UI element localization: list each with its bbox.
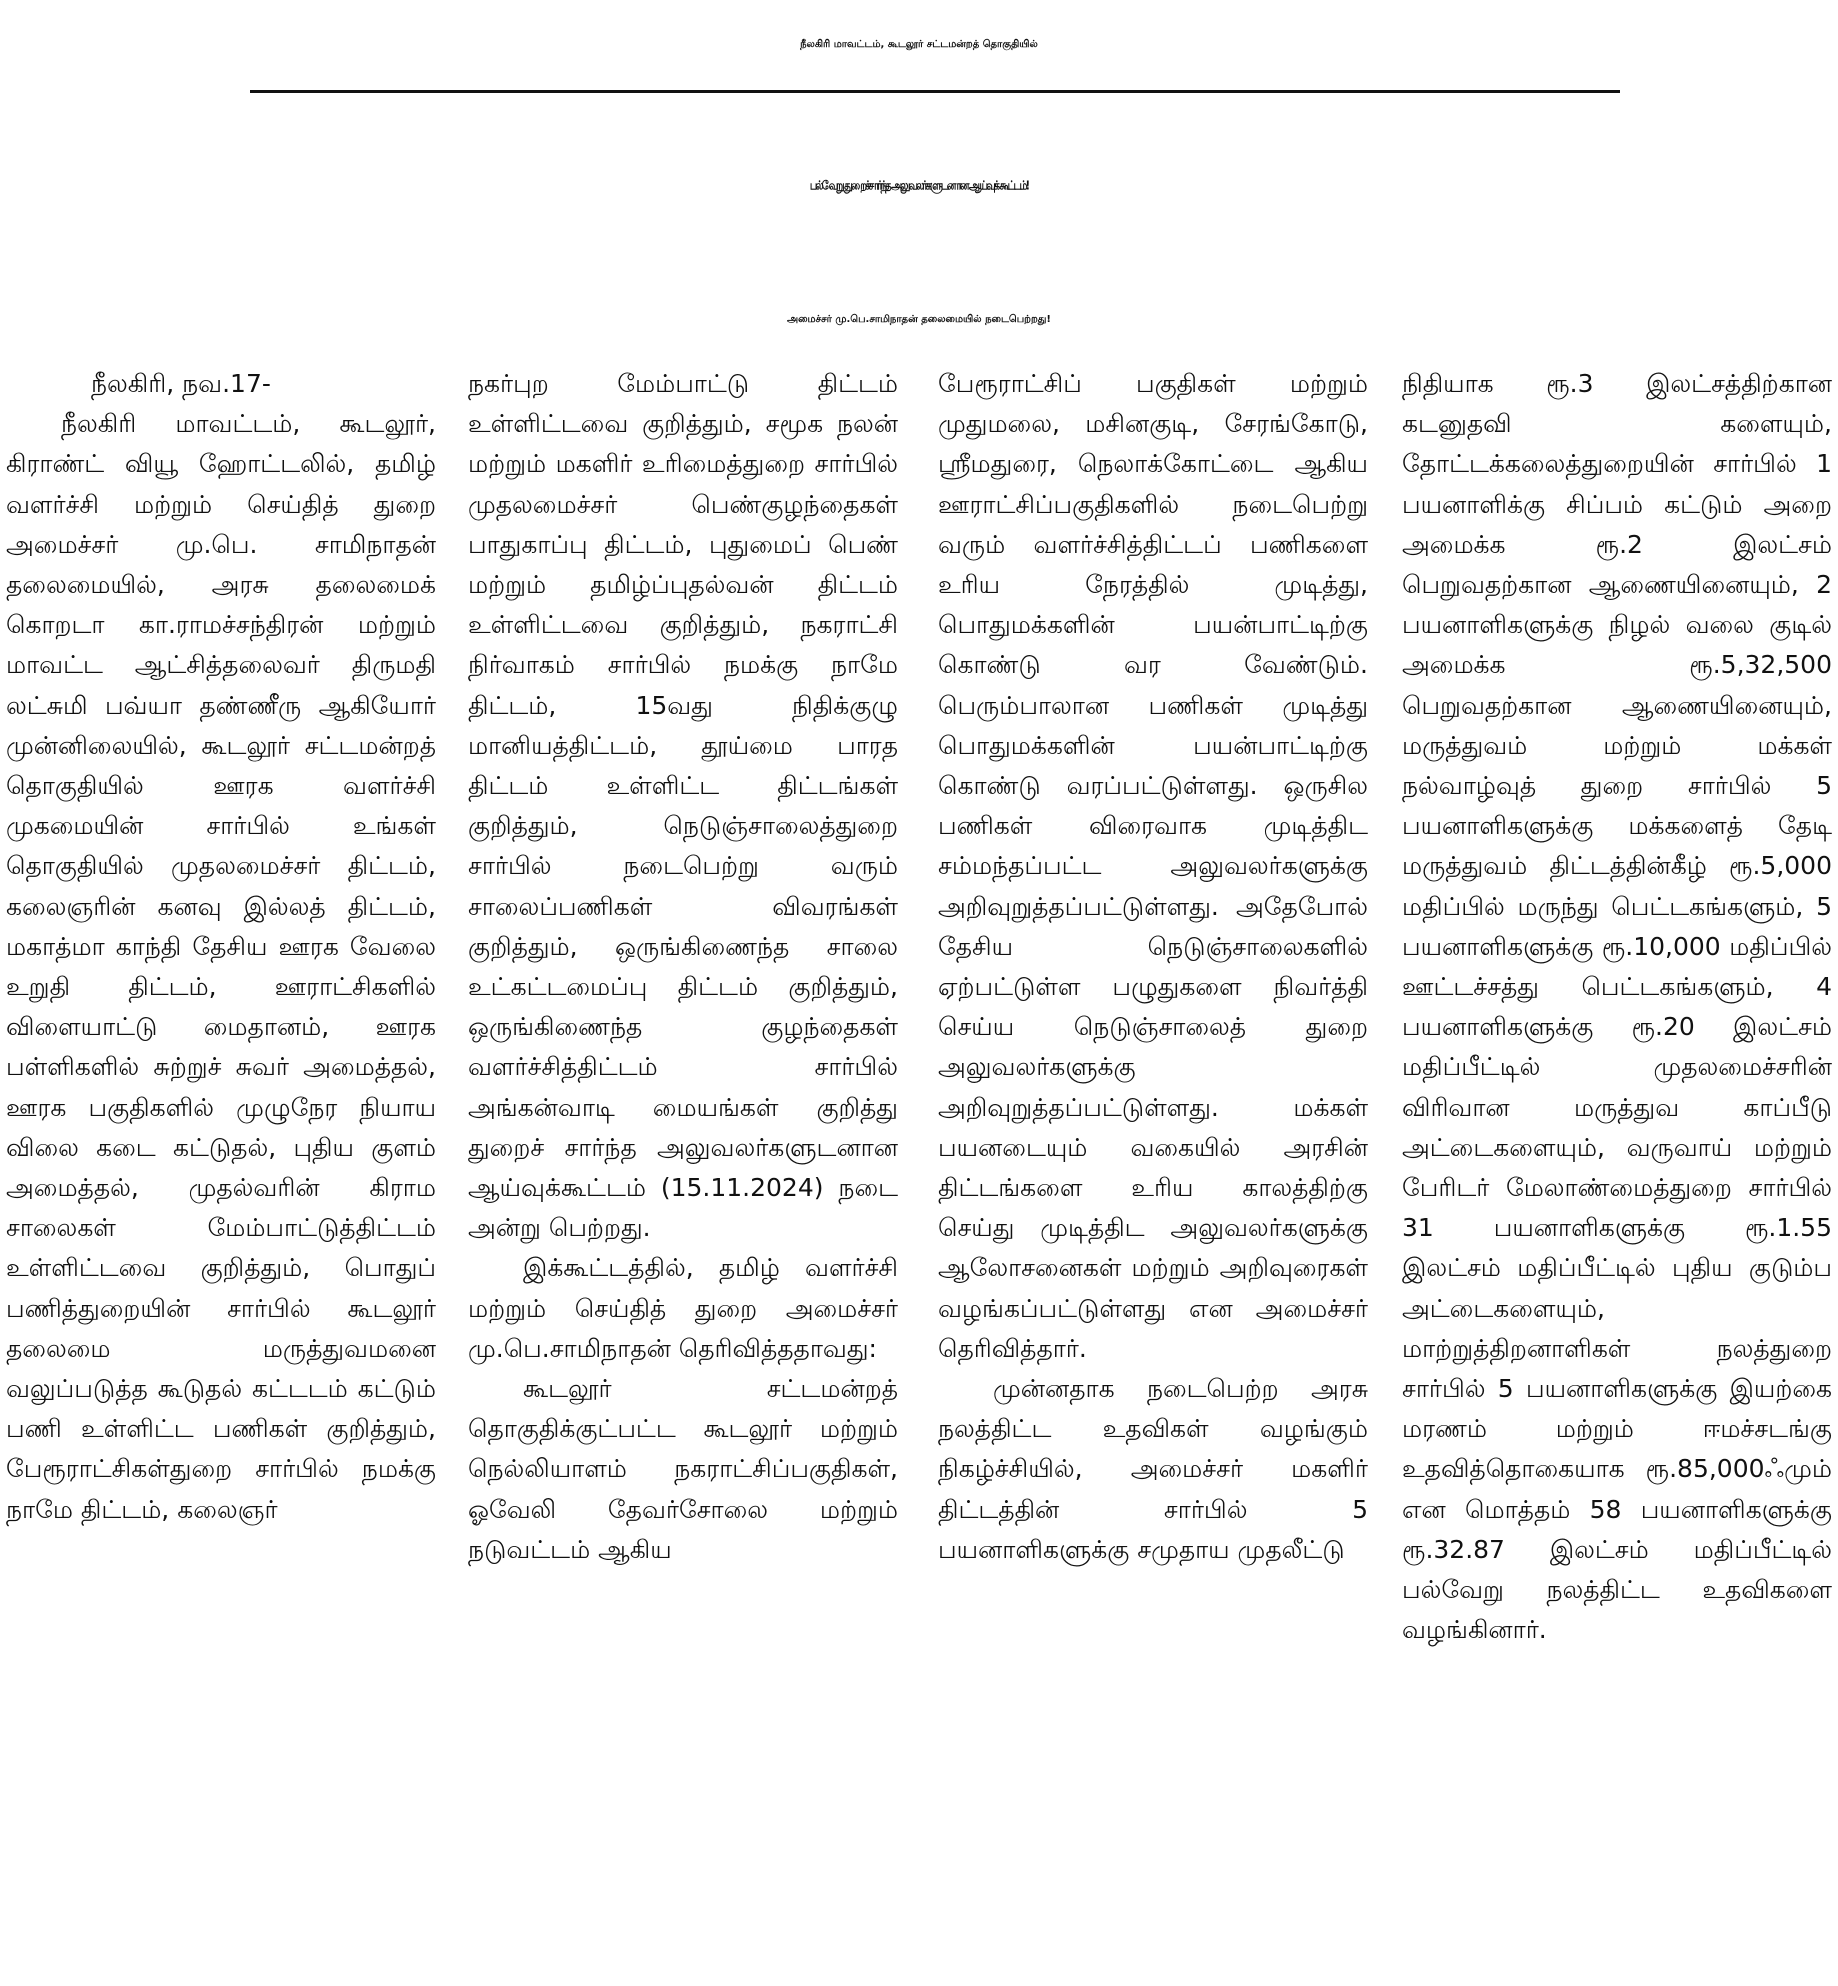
headline: பல்வேறு துறைச்சார்ந்த அலுவலர்களுடனான ஆய்வுக் கூட்டம்! xyxy=(809,179,1029,194)
article-column-2 xyxy=(468,364,898,1980)
column-paragraph: நீலகிரி மாவட்டம், கூடலூர், கிராண்ட் வியூ ஹோட்டலில், தமிழ் வளர்ச்சி மற்றும் செய்தித் துறை அமைச்சர் மு.பெ. சாமிநாதன் தலைமையில், அரசு தலைமைக் கொறடா கா.ராமச்சந்திரன் மற்றும் மாவட்ட ஆட்சித்தலைவர் திருமதி லட்சுமி பவ்யா தண்ணீரு ஆகியோர் முன்னிலையில், கூடலூர் சட்டமன்றத் தொகுதியில் ஊரக வளர்ச்சி முகமையின் சார்பில் உங்கள் தொகுதியில் முதலமைச்சர் திட்டம், கலைஞரின் கனவு இல்லத் திட்டம், மகாத்மா காந்தி தேசிய ஊரக வேலை உறுதி திட்டம், ஊராட்சிகளில் விளையாட்டு மைதானம், ஊரக பள்ளிகளில் சுற்றுச் சுவர் அமைத்தல், ஊரக பகுதிகளில் முழுநேர நியாய விலை கடை கட்டுதல், புதிய குளம் அமைத்தல், முதல்வரின் கிராம சாலைகள் மேம்பாட்டுத்திட்டம் உள்ளிட்டவை குறித்தும், பொதுப் பணித்துறையின் சார்பில் கூடலூர் தலைமை மருத்துவமனை வலுப்படுத்த கூடுதல் கட்டடம் கட்டும் பணி உள்ளிட்ட பணிகள் குறித்தும், பேரூராட்சிகள்துறை சார்பில் நமக்கு நாமே திட்டம், கலைஞர் xyxy=(6,409,436,1524)
column-paragraph: இக்கூட்டத்தில், தமிழ் வளர்ச்சி மற்றும் செய்தித் துறை அமைச்சர் மு.பெ.சாமிநாதன் தெரிவித்ததாவது: xyxy=(468,1253,898,1363)
kicker-heading: நீலகிரி மாவட்டம், கூடலூர் சட்டமன்றத் தொகுதியில் xyxy=(800,39,1038,50)
subheadline: அமைச்சர் மு.பெ.சாமிநாதன் தலைமையில் நடைபெற்றது! xyxy=(786,314,1051,325)
column-paragraph: கூடலூர் சட்டமன்றத் தொகுதிக்குட்பட்ட கூடலூர் மற்றும் நெல்லியாளம் நகராட்சிப்பகுதிகள், ஓவேலி தேவர்சோலை மற்றும் நடுவட்டம் ஆகிய xyxy=(468,1374,898,1564)
column-paragraph: முன்னதாக நடைபெற்ற அரசு நலத்திட்ட உதவிகள் வழங்கும் நிகழ்ச்சியில், அமைச்சர் மகளிர் திட்டத்தின் சார்பில் 5 பயனாளிகளுக்கு சமுதாய முதலீட்டு xyxy=(938,1374,1368,1564)
article-column-1 xyxy=(6,364,436,1980)
article-column-4 xyxy=(1402,364,1832,1980)
dateline: நீலகிரி, நவ.17- xyxy=(91,369,271,398)
column-paragraph: நிதியாக ரூ.3 இலட்சத்திற்கான கடனுதவி களையும், தோட்டக்கலைத்துறையின் சார்பில் 1 பயனாளிக்கு சிப்பம் கட்டும் அறை அமைக்க ரூ.2 இலட்சம் பெறுவதற்கான ஆணையினையும், 2 பயனாளிகளுக்கு நிழல் வலை குடில் அமைக்க ரூ.5,32,500 பெறுவதற்கான ஆணையினையும், மருத்துவம் மற்றும் மக்கள் நல்வாழ்வுத் துறை சார்பில் 5 பயனாளிகளுக்கு மக்களைத் தேடி மருத்துவம் திட்டத்தின்கீழ் ரூ.5,000 மதிப்பில் மருந்து பெட்டகங்களும், 5 பயனாளிகளுக்கு ரூ.10,000 மதிப்பில் ஊட்டச்சத்து பெட்டகங்களும், 4 பயனாளிகளுக்கு ரூ.20 இலட்சம் மதிப்பீட்டில் முதலமைச்சரின் விரிவான மருத்துவ காப்பீடு அட்டைகளையும், வருவாய் மற்றும் பேரிடர் மேலாண்மைத்துறை சார்பில் 31 பயனாளிகளுக்கு ரூ.1.55 இலட்சம் மதிப்பீட்டில் புதிய குடும்ப அட்டைகளையும், மாற்றுத்திறனாளிகள் நலத்துறை சார்பில் 5 பயனாளிகளுக்கு இயற்கை மரணம் மற்றும் ஈமச்சடங்கு உதவித்தொகையாக ரூ.85,000ஃமும் என மொத்தம் 58 பயனாளிகளுக்கு ரூ.32.87 இலட்சம் மதிப்பீட்டில் பல்வேறு நலத்திட்ட உதவிகளை வழங்கினார். xyxy=(1402,369,1832,1645)
column-paragraph: பேரூராட்சிப் பகுதிகள் மற்றும் முதுமலை, மசினகுடி, சேரங்கோடு, ஸ்ரீமதுரை, நெலாக்கோட்டை ஆகிய ஊராட்சிப்பகுதிகளில் நடைபெற்று வரும் வளர்ச்சித்திட்டப் பணிகளை உரிய நேரத்தில் முடித்து, பொதுமக்களின் பயன்பாட்டிற்கு கொண்டு வர வேண்டும். பெரும்பாலான பணிகள் முடித்து பொதுமக்களின் பயன்பாட்டிற்கு கொண்டு வரப்பட்டுள்ளது. ஒருசில பணிகள் விரைவாக முடித்திட சம்மந்தப்பட்ட அலுவலர்களுக்கு அறிவுறுத்தப்பட்டுள்ளது. அதேபோல் தேசிய நெடுஞ்சாலைகளில் ஏற்பட்டுள்ள பழுதுகளை நிவர்த்தி செய்ய நெடுஞ்சாலைத் துறை அலுவலர்களுக்கு அறிவுறுத்தப்பட்டுள்ளது. மக்கள் பயனடையும் வகையில் அரசின் திட்டங்களை உரிய காலத்திற்கு செய்து முடித்திட அலுவலர்களுக்கு ஆலோசனைகள் மற்றும் அறிவுரைகள் வழங்கப்பட்டுள்ளது என அமைச்சர் தெரிவித்தார். xyxy=(938,369,1368,1363)
column-paragraph: நகர்புற மேம்பாட்டு திட்டம் உள்ளிட்டவை குறித்தும், சமூக நலன் மற்றும் மகளிர் உரிமைத்துறை சார்பில் முதலமைச்சர் பெண்குழந்தைகள் பாதுகாப்பு திட்டம், புதுமைப் பெண் மற்றும் தமிழ்ப்புதல்வன் திட்டம் உள்ளிட்டவை குறித்தும், நகராட்சி நிர்வாகம் சார்பில் நமக்கு நாமே திட்டம், 15வது நிதிக்குழு மானியத்திட்டம், தூய்மை பாரத திட்டம் உள்ளிட்ட திட்டங்கள் குறித்தும், நெடுஞ்சாலைத்துறை சார்பில் நடைபெற்று வரும் சாலைப்பணிகள் விவரங்கள் குறித்தும், ஒருங்கிணைந்த சாலை உட்கட்டமைப்பு திட்டம் குறித்தும், ஒருங்கிணைந்த குழந்தைகள் வளர்ச்சித்திட்டம் சார்பில் அங்கன்வாடி மையங்கள் குறித்து துறைச் சார்ந்த அலுவலர்களுடனான ஆய்வுக்கூட்டம் (15.11.2024) நடை அன்று பெற்றது. xyxy=(468,369,898,1243)
article-column-3 xyxy=(938,364,1368,1980)
article-body xyxy=(6,364,1832,1980)
